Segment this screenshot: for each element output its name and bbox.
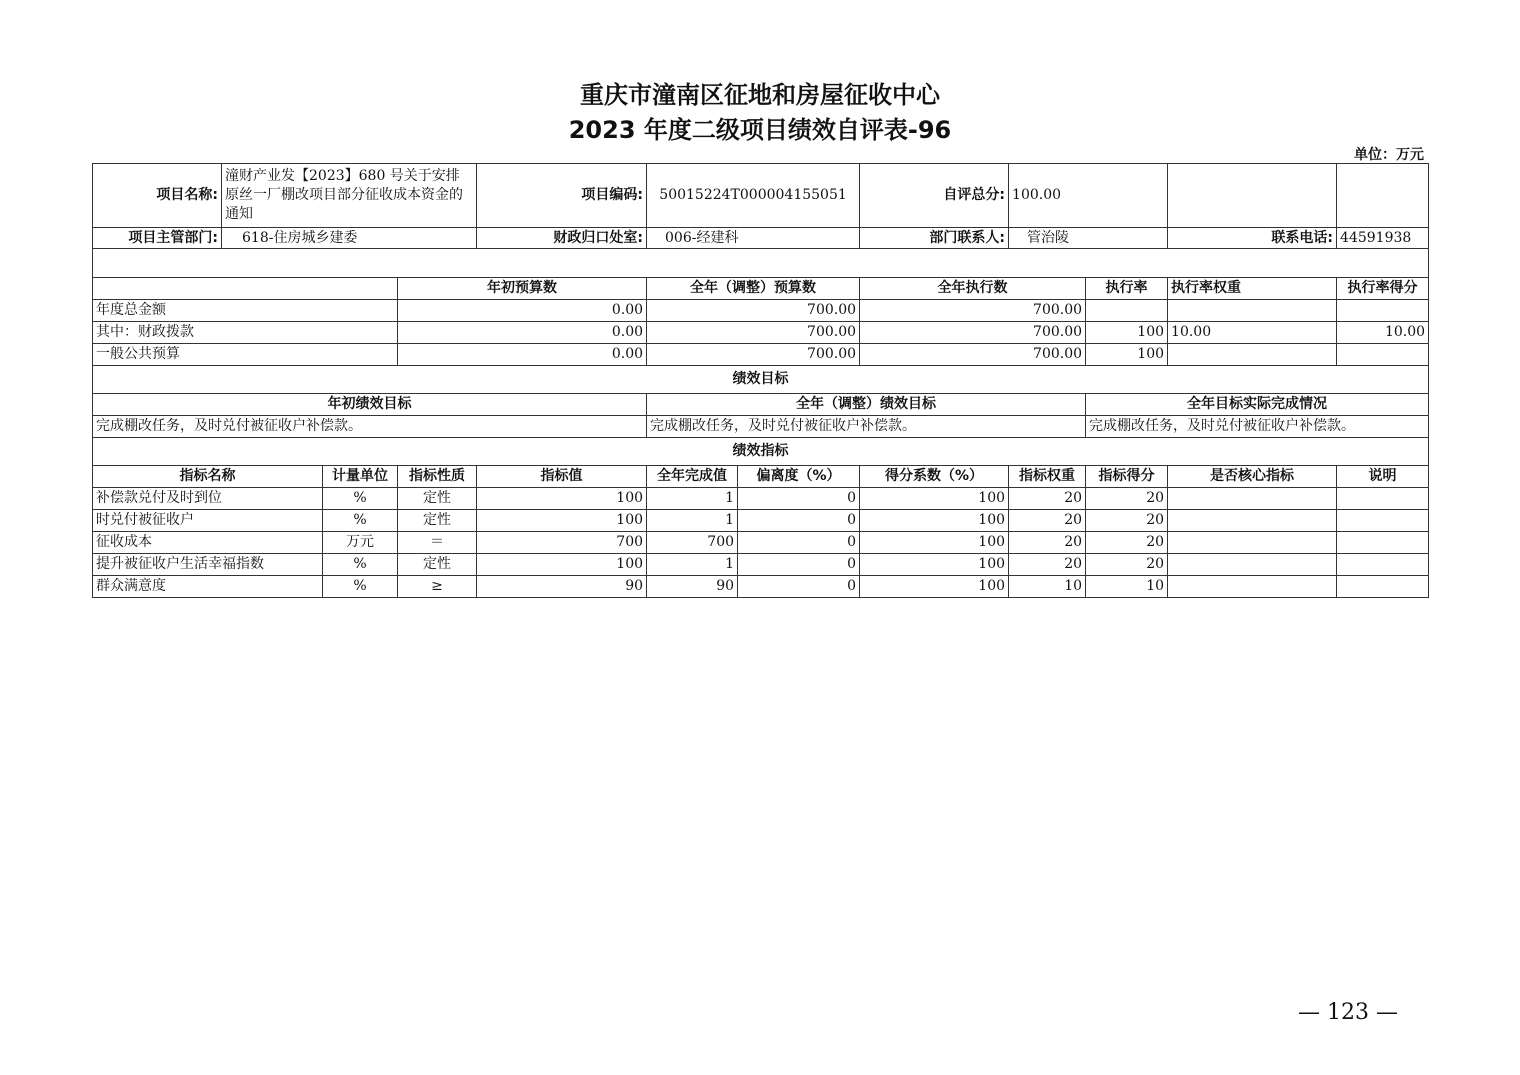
indicator-header-actual: 全年完成值	[647, 466, 738, 488]
indicator-target: 700	[477, 532, 647, 554]
indicator-header-weight: 指标权重	[1009, 466, 1086, 488]
budget-executed: 700.00	[860, 344, 1086, 366]
goal-adjusted-value: 完成棚改任务，及时兑付被征收户补偿款。	[647, 416, 1086, 438]
budget-weight	[1168, 344, 1337, 366]
budget-weight: 10.00	[1168, 322, 1337, 344]
project-code-value: 50015224T000004155051	[647, 164, 860, 228]
indicator-header-row	[93, 466, 1429, 488]
indicator-name: 时兑付被征收户	[93, 510, 323, 532]
empty-cell	[1337, 164, 1429, 228]
budget-row	[93, 300, 1429, 322]
indicator-name: 补偿款兑付及时到位	[93, 488, 323, 510]
goal-header-actual: 全年目标实际完成情况	[1086, 394, 1429, 416]
goals-section-title: 绩效目标	[93, 366, 1429, 394]
budget-initial: 0.00	[398, 344, 647, 366]
indicator-header-target: 指标值	[477, 466, 647, 488]
budget-header-score: 执行率得分	[1337, 278, 1429, 300]
goal-header-adjusted: 全年（调整）绩效目标	[647, 394, 1086, 416]
goal-actual-value: 完成棚改任务，及时兑付被征收户补偿款。	[1086, 416, 1429, 438]
budget-row-label: 一般公共预算	[93, 344, 398, 366]
document-title: 重庆市潼南区征地和房屋征收中心	[580, 81, 940, 109]
indicator-actual: 700	[647, 532, 738, 554]
indicator-target: 100	[477, 554, 647, 576]
indicator-actual: 1	[647, 510, 738, 532]
page-number: — 123 —	[1298, 1000, 1398, 1025]
budget-header-executed: 全年执行数	[860, 278, 1086, 300]
indicator-core	[1168, 532, 1337, 554]
indicator-nature: 定性	[398, 510, 477, 532]
project-name-label: 项目名称:	[93, 164, 222, 228]
indicator-unit: %	[323, 488, 398, 510]
indicator-name: 群众满意度	[93, 576, 323, 598]
indicator-header-unit: 计量单位	[323, 466, 398, 488]
indicator-row	[93, 576, 1429, 598]
indicator-score: 20	[1086, 510, 1168, 532]
indicator-header-note: 说明	[1337, 466, 1429, 488]
department-label: 项目主管部门:	[93, 228, 222, 249]
self-score-value: 100.00	[1009, 164, 1168, 228]
indicator-target: 90	[477, 576, 647, 598]
indicator-actual: 1	[647, 488, 738, 510]
project-name-value: 潼财产业发【2023】680 号关于安排原丝一厂棚改项目部分征收成本资金的通知	[222, 164, 477, 228]
indicator-coef: 100	[860, 576, 1009, 598]
indicator-name: 提升被征收户生活幸福指数	[93, 554, 323, 576]
indicator-note	[1337, 532, 1429, 554]
indicator-coef: 100	[860, 554, 1009, 576]
indicator-weight: 20	[1009, 488, 1086, 510]
indicator-unit: 万元	[323, 532, 398, 554]
indicator-nature: ≥	[398, 576, 477, 598]
indicator-name: 征收成本	[93, 532, 323, 554]
budget-initial: 0.00	[398, 300, 647, 322]
budget-row	[93, 322, 1429, 344]
indicator-weight: 20	[1009, 554, 1086, 576]
indicator-core	[1168, 576, 1337, 598]
document-subtitle: 2023 年度二级项目绩效自评表-96	[568, 116, 952, 144]
budget-header-weight: 执行率权重	[1168, 278, 1337, 300]
contact-person-label: 部门联系人:	[860, 228, 1009, 249]
empty-cell	[93, 278, 398, 300]
budget-initial: 0.00	[398, 322, 647, 344]
indicator-deviation: 0	[738, 532, 860, 554]
budget-row-label: 其中：财政拨款	[93, 322, 398, 344]
budget-rate: 100	[1086, 344, 1168, 366]
info-section	[93, 164, 1429, 278]
finance-office-value: 006-经建科	[647, 228, 860, 249]
budget-row	[93, 344, 1429, 366]
indicator-header-coef: 得分系数（%）	[860, 466, 1009, 488]
indicator-unit: %	[323, 510, 398, 532]
indicator-actual: 1	[647, 554, 738, 576]
indicator-row	[93, 532, 1429, 554]
indicator-note	[1337, 510, 1429, 532]
indicator-header-core: 是否核心指标	[1168, 466, 1337, 488]
indicator-unit: %	[323, 576, 398, 598]
indicator-core	[1168, 488, 1337, 510]
contact-person-value: 管治陵	[1009, 228, 1168, 249]
indicator-note	[1337, 576, 1429, 598]
indicator-core	[1168, 510, 1337, 532]
indicator-note	[1337, 554, 1429, 576]
evaluation-table	[92, 163, 1429, 598]
indicator-target: 100	[477, 510, 647, 532]
indicator-unit: %	[323, 554, 398, 576]
budget-adjusted: 700.00	[647, 344, 860, 366]
indicator-coef: 100	[860, 532, 1009, 554]
indicator-deviation: 0	[738, 554, 860, 576]
indicator-score: 20	[1086, 532, 1168, 554]
budget-header-initial: 年初预算数	[398, 278, 647, 300]
budget-row-label: 年度总金额	[93, 300, 398, 322]
budget-score: 10.00	[1337, 322, 1429, 344]
budget-header-rate: 执行率	[1086, 278, 1168, 300]
self-score-label: 自评总分:	[860, 164, 1009, 228]
indicator-nature: ＝	[398, 532, 477, 554]
budget-rate: 100	[1086, 322, 1168, 344]
indicator-deviation: 0	[738, 488, 860, 510]
indicator-weight: 20	[1009, 510, 1086, 532]
indicator-row	[93, 488, 1429, 510]
budget-rate	[1086, 300, 1168, 322]
budget-executed: 700.00	[860, 322, 1086, 344]
unit-label: 单位：万元	[1354, 147, 1424, 163]
budget-score	[1337, 344, 1429, 366]
phone-label: 联系电话:	[1168, 228, 1337, 249]
indicator-header-nature: 指标性质	[398, 466, 477, 488]
indicator-score: 20	[1086, 488, 1168, 510]
indicator-header-deviation: 偏离度（%）	[738, 466, 860, 488]
indicators-section-title: 绩效指标	[93, 438, 1429, 466]
indicator-coef: 100	[860, 510, 1009, 532]
budget-adjusted: 700.00	[647, 300, 860, 322]
indicator-target: 100	[477, 488, 647, 510]
goal-initial-value: 完成棚改任务，及时兑付被征收户补偿款。	[93, 416, 647, 438]
department-value: 618-住房城乡建委	[222, 228, 477, 249]
indicator-weight: 20	[1009, 532, 1086, 554]
indicators-section	[93, 438, 1429, 598]
indicator-note	[1337, 488, 1429, 510]
indicator-header-score: 指标得分	[1086, 466, 1168, 488]
phone-value: 44591938	[1337, 228, 1429, 249]
goals-section	[93, 366, 1429, 438]
finance-office-label: 财政归口处室:	[477, 228, 647, 249]
blank-row	[93, 249, 1429, 278]
indicator-nature: 定性	[398, 554, 477, 576]
budget-executed: 700.00	[860, 300, 1086, 322]
budget-header-adjusted: 全年（调整）预算数	[647, 278, 860, 300]
indicator-nature: 定性	[398, 488, 477, 510]
budget-weight	[1168, 300, 1337, 322]
indicator-header-name: 指标名称	[93, 466, 323, 488]
budget-score	[1337, 300, 1429, 322]
indicator-deviation: 0	[738, 510, 860, 532]
indicator-core	[1168, 554, 1337, 576]
indicator-score: 10	[1086, 576, 1168, 598]
budget-section	[93, 278, 1429, 366]
goal-header-initial: 年初绩效目标	[93, 394, 647, 416]
indicator-actual: 90	[647, 576, 738, 598]
indicator-coef: 100	[860, 488, 1009, 510]
budget-adjusted: 700.00	[647, 322, 860, 344]
indicator-row	[93, 554, 1429, 576]
project-code-label: 项目编码:	[477, 164, 647, 228]
indicator-score: 20	[1086, 554, 1168, 576]
indicator-row	[93, 510, 1429, 532]
indicator-weight: 10	[1009, 576, 1086, 598]
indicator-deviation: 0	[738, 576, 860, 598]
empty-cell	[1168, 164, 1337, 228]
